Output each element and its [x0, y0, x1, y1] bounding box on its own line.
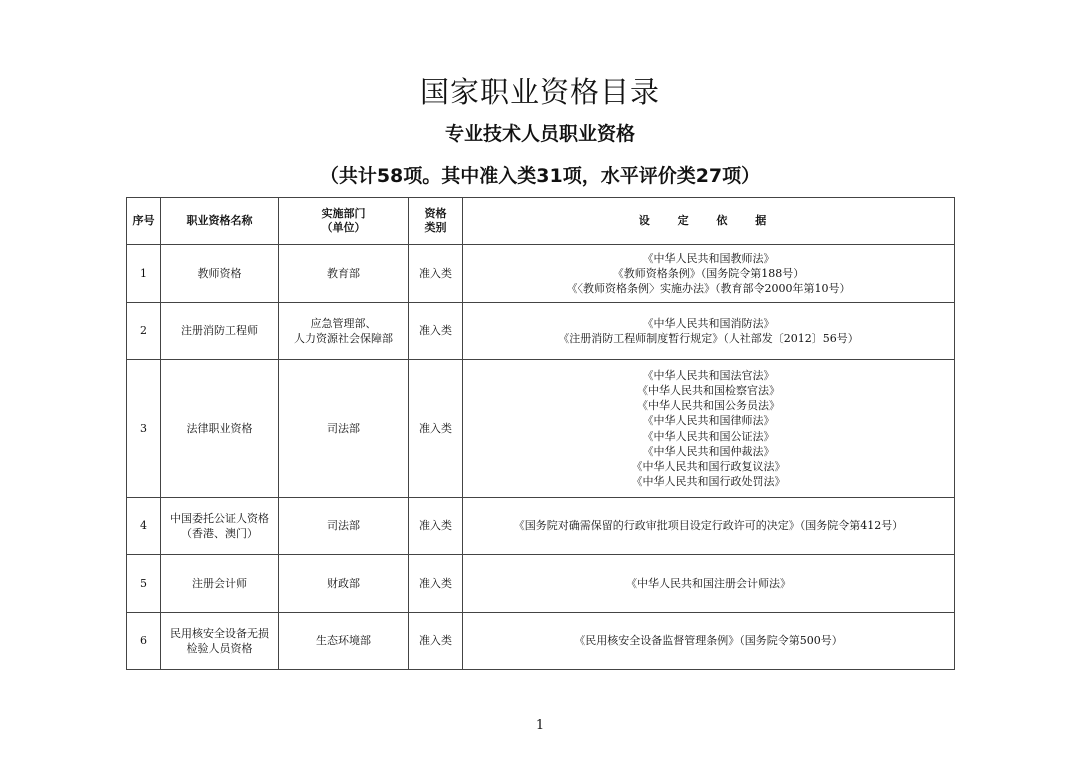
basis-line: 《中华人民共和国注册会计师法》 — [626, 576, 791, 590]
basis-line: 《国务院对确需保留的行政审批项目设定行政许可的决定》（国务院令第412号） — [513, 519, 904, 533]
qualification-name-line: 注册消防工程师 — [181, 324, 258, 338]
cell-category: 准入类 — [409, 613, 463, 670]
department-line: 司法部 — [327, 519, 360, 533]
cell-qualification-name — [161, 303, 279, 360]
basis-line: 《中华人民共和国教师法》 — [642, 251, 775, 265]
header-category-line1: 资格 — [424, 207, 447, 220]
table-row — [127, 613, 955, 670]
page-subtitle: 专业技术人员职业资格 — [444, 123, 635, 145]
basis-line: 《中华人民共和国律师法》 — [642, 414, 775, 428]
header-department — [279, 198, 409, 245]
table-header-row — [127, 198, 955, 245]
department-line: 应急管理部、 — [310, 316, 377, 330]
cell-basis — [463, 245, 955, 303]
cell-index: 5 — [127, 555, 161, 613]
department-line: 人力资源社会保障部 — [294, 332, 393, 345]
header-department-line2: （单位） — [321, 221, 366, 234]
cell-department — [279, 245, 409, 303]
basis-line: 《民用核安全设备监督管理条例》（国务院令第500号） — [574, 634, 843, 648]
department-line: 财政部 — [327, 576, 360, 590]
basis-line: 《中华人民共和国仲裁法》 — [642, 444, 775, 458]
cell-department — [279, 555, 409, 613]
cell-category: 准入类 — [409, 303, 463, 360]
header-name: 职业资格名称 — [161, 198, 279, 245]
basis-line: 《注册消防工程师制度暂行规定》（人社部发〔2012〕56号） — [558, 332, 859, 345]
qualification-name-line: 法律职业资格 — [186, 421, 253, 435]
table-body — [127, 245, 955, 670]
qualification-name-line: 民用核安全设备无损 — [170, 626, 269, 640]
cell-basis — [463, 613, 955, 670]
basis-line: 《〈教师资格条例〉实施办法》（教育部令2000年第10号） — [566, 282, 851, 296]
cell-category: 准入类 — [409, 360, 463, 498]
cell-qualification-name — [161, 245, 279, 303]
qualification-name-line: 教师资格 — [197, 266, 242, 280]
table-row — [127, 245, 955, 303]
header-department-line1: 实施部门 — [321, 207, 366, 220]
cell-category: 准入类 — [409, 245, 463, 303]
basis-line: 《中华人民共和国公证法》 — [642, 429, 775, 443]
cell-index: 2 — [127, 303, 161, 360]
department-line: 司法部 — [327, 421, 360, 435]
cell-department — [279, 360, 409, 498]
basis-line: 《中华人民共和国公务员法》 — [637, 399, 780, 413]
basis-line: 《中华人民共和国行政复议法》 — [631, 459, 786, 473]
summary-line: （共计58项。其中准入类31项，水平评价类27项） — [319, 165, 761, 187]
cell-qualification-name — [161, 498, 279, 555]
cell-basis — [463, 360, 955, 498]
cell-basis — [463, 303, 955, 360]
qualification-table — [126, 197, 955, 670]
page-number: 1 — [535, 718, 545, 733]
department-line: 教育部 — [327, 266, 360, 280]
qualification-name-line: 注册会计师 — [192, 576, 247, 590]
cell-department — [279, 303, 409, 360]
basis-line: 《中华人民共和国行政处罚法》 — [631, 475, 786, 489]
header-index: 序号 — [127, 198, 161, 245]
table-row — [127, 498, 955, 555]
page-title: 国家职业资格目录 — [419, 75, 660, 109]
cell-category: 准入类 — [409, 555, 463, 613]
basis-line: 《中华人民共和国消防法》 — [642, 316, 775, 330]
cell-qualification-name — [161, 360, 279, 498]
qualification-name-line: （香港、澳门） — [181, 527, 258, 540]
cell-index: 3 — [127, 360, 161, 498]
table-row — [127, 303, 955, 360]
cell-basis — [463, 555, 955, 613]
cell-department — [279, 613, 409, 670]
cell-index: 1 — [127, 245, 161, 303]
qualification-name-line: 中国委托公证人资格 — [170, 511, 269, 525]
cell-category: 准入类 — [409, 498, 463, 555]
qualification-name-line: 检验人员资格 — [186, 642, 253, 655]
department-line: 生态环境部 — [316, 634, 371, 648]
basis-line: 《中华人民共和国检察官法》 — [637, 383, 780, 397]
header-basis: 设 定 依 据 — [463, 198, 955, 245]
table-row — [127, 555, 955, 613]
table-row — [127, 360, 955, 498]
header-category — [409, 198, 463, 245]
header-category-line2: 类别 — [424, 221, 447, 234]
basis-line: 《教师资格条例》（国务院令第188号） — [612, 266, 805, 280]
basis-line: 《中华人民共和国法官法》 — [642, 368, 775, 382]
cell-basis — [463, 498, 955, 555]
cell-qualification-name — [161, 613, 279, 670]
cell-index: 4 — [127, 498, 161, 555]
cell-department — [279, 498, 409, 555]
cell-qualification-name — [161, 555, 279, 613]
cell-index: 6 — [127, 613, 161, 670]
